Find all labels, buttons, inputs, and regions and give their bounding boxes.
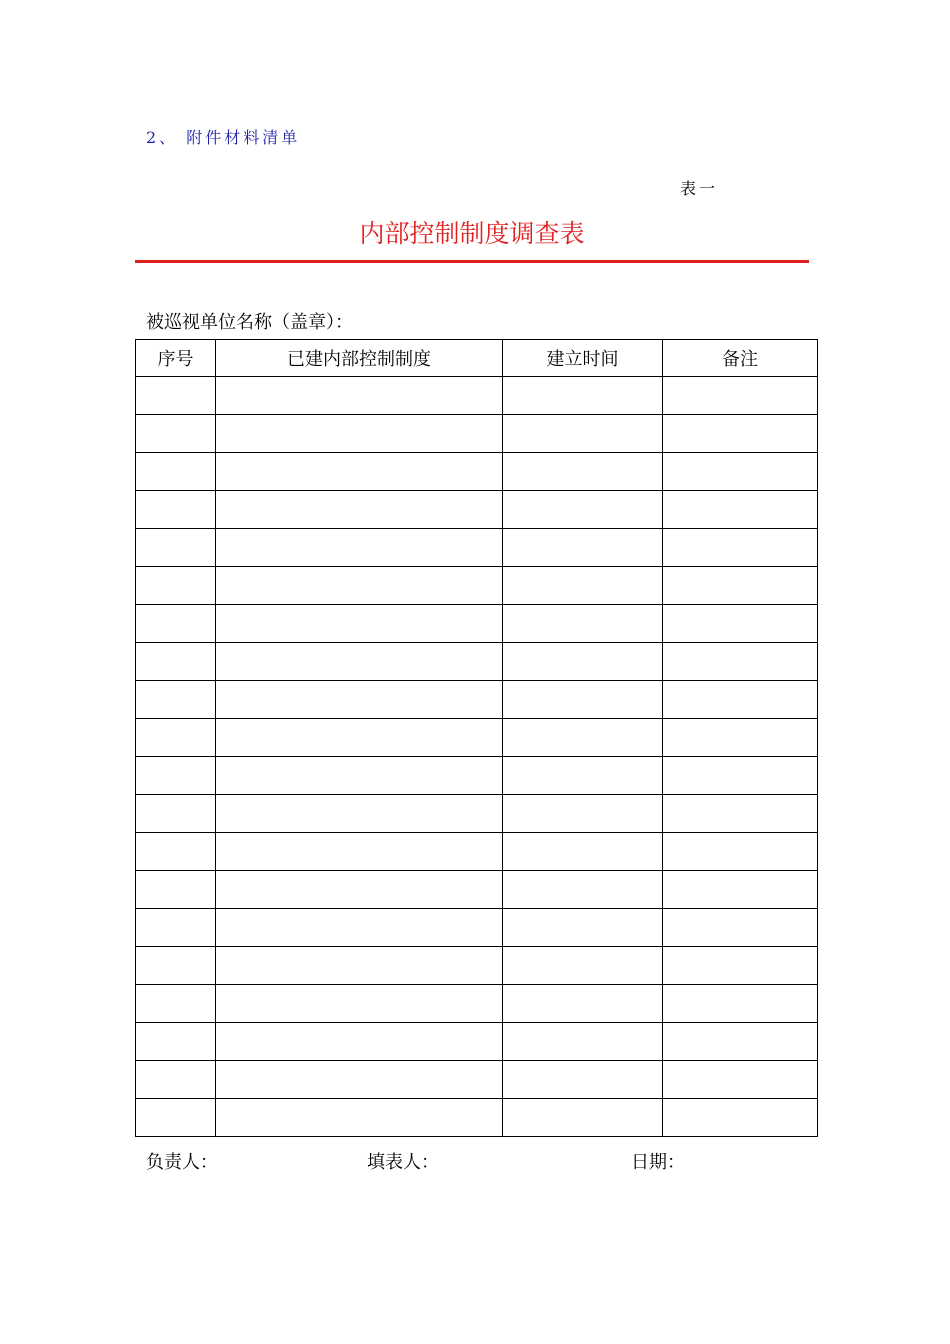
cell-index[interactable]: [136, 605, 216, 643]
cell-index[interactable]: [136, 377, 216, 415]
table-row: [136, 453, 818, 491]
cell-remarks[interactable]: [663, 909, 818, 947]
cell-control-system[interactable]: [216, 1061, 503, 1099]
col-header-established-time: 建立时间: [503, 340, 663, 377]
cell-established-time[interactable]: [503, 1061, 663, 1099]
cell-remarks[interactable]: [663, 681, 818, 719]
table-row: [136, 871, 818, 909]
cell-control-system[interactable]: [216, 377, 503, 415]
cell-control-system[interactable]: [216, 567, 503, 605]
unit-name-label: 被巡视单位名称（盖章）：: [146, 312, 353, 333]
cell-established-time[interactable]: [503, 909, 663, 947]
cell-remarks[interactable]: [663, 529, 818, 567]
table-row: [136, 529, 818, 567]
table-row: [136, 833, 818, 871]
cell-control-system[interactable]: [216, 681, 503, 719]
cell-remarks[interactable]: [663, 605, 818, 643]
cell-control-system[interactable]: [216, 833, 503, 871]
date-label: 日期：: [631, 1152, 685, 1173]
cell-index[interactable]: [136, 909, 216, 947]
table-row: [136, 567, 818, 605]
cell-established-time[interactable]: [503, 1023, 663, 1061]
cell-established-time[interactable]: [503, 643, 663, 681]
cell-established-time[interactable]: [503, 377, 663, 415]
cell-control-system[interactable]: [216, 871, 503, 909]
cell-control-system[interactable]: [216, 795, 503, 833]
table-row: [136, 491, 818, 529]
cell-index[interactable]: [136, 795, 216, 833]
cell-remarks[interactable]: [663, 947, 818, 985]
table-row: [136, 795, 818, 833]
cell-remarks[interactable]: [663, 795, 818, 833]
col-header-index: 序号: [136, 340, 216, 377]
cell-established-time[interactable]: [503, 833, 663, 871]
cell-remarks[interactable]: [663, 871, 818, 909]
cell-index[interactable]: [136, 985, 216, 1023]
col-header-remarks: 备注: [663, 340, 818, 377]
cell-control-system[interactable]: [216, 415, 503, 453]
cell-index[interactable]: [136, 757, 216, 795]
table-row: [136, 909, 818, 947]
cell-established-time[interactable]: [503, 757, 663, 795]
cell-remarks[interactable]: [663, 1099, 818, 1137]
cell-established-time[interactable]: [503, 491, 663, 529]
cell-established-time[interactable]: [503, 681, 663, 719]
cell-established-time[interactable]: [503, 719, 663, 757]
cell-established-time[interactable]: [503, 1099, 663, 1137]
cell-index[interactable]: [136, 491, 216, 529]
cell-established-time[interactable]: [503, 415, 663, 453]
cell-control-system[interactable]: [216, 947, 503, 985]
cell-index[interactable]: [136, 415, 216, 453]
table-row: [136, 985, 818, 1023]
cell-index[interactable]: [136, 947, 216, 985]
responsible-person-label: 负责人：: [146, 1152, 218, 1173]
cell-remarks[interactable]: [663, 643, 818, 681]
cell-established-time[interactable]: [503, 985, 663, 1023]
cell-index[interactable]: [136, 643, 216, 681]
cell-remarks[interactable]: [663, 757, 818, 795]
cell-remarks[interactable]: [663, 567, 818, 605]
cell-established-time[interactable]: [503, 795, 663, 833]
cell-established-time[interactable]: [503, 453, 663, 491]
cell-control-system[interactable]: [216, 1023, 503, 1061]
table-row: [136, 719, 818, 757]
cell-index[interactable]: [136, 1061, 216, 1099]
cell-index[interactable]: [136, 1023, 216, 1061]
cell-control-system[interactable]: [216, 605, 503, 643]
cell-control-system[interactable]: [216, 529, 503, 567]
document-title: 内部控制制度调查表: [359, 219, 585, 248]
section-heading: 2、 附件材料清单: [146, 128, 301, 147]
cell-control-system[interactable]: [216, 985, 503, 1023]
cell-established-time[interactable]: [503, 947, 663, 985]
cell-remarks[interactable]: [663, 1061, 818, 1099]
table-row: [136, 415, 818, 453]
cell-remarks[interactable]: [663, 833, 818, 871]
cell-control-system[interactable]: [216, 491, 503, 529]
cell-index[interactable]: [136, 833, 216, 871]
table-row: [136, 605, 818, 643]
cell-control-system[interactable]: [216, 757, 503, 795]
col-header-control-system: 已建内部控制制度: [216, 340, 503, 377]
cell-established-time[interactable]: [503, 567, 663, 605]
table-row: [136, 1061, 818, 1099]
cell-index[interactable]: [136, 1099, 216, 1137]
cell-remarks[interactable]: [663, 719, 818, 757]
table-body: [136, 377, 818, 1137]
cell-index[interactable]: [136, 871, 216, 909]
cell-remarks[interactable]: [663, 1023, 818, 1061]
cell-index[interactable]: [136, 567, 216, 605]
table-row: [136, 377, 818, 415]
cell-index[interactable]: [136, 719, 216, 757]
cell-remarks[interactable]: [663, 377, 818, 415]
table-header-row: [136, 340, 818, 377]
table-row: [136, 1099, 818, 1137]
internal-control-table: [135, 339, 818, 1137]
cell-control-system[interactable]: [216, 1099, 503, 1137]
cell-established-time[interactable]: [503, 605, 663, 643]
title-underline: [135, 260, 809, 263]
cell-index[interactable]: [136, 681, 216, 719]
table-row: [136, 643, 818, 681]
cell-remarks[interactable]: [663, 415, 818, 453]
cell-index[interactable]: [136, 453, 216, 491]
form-filler-label: 填表人：: [367, 1152, 439, 1173]
cell-remarks[interactable]: [663, 491, 818, 529]
table-row: [136, 1023, 818, 1061]
cell-established-time[interactable]: [503, 871, 663, 909]
cell-remarks[interactable]: [663, 985, 818, 1023]
cell-remarks[interactable]: [663, 453, 818, 491]
cell-control-system[interactable]: [216, 643, 503, 681]
table-row: [136, 681, 818, 719]
table-row: [136, 757, 818, 795]
cell-established-time[interactable]: [503, 529, 663, 567]
cell-index[interactable]: [136, 529, 216, 567]
table-row: [136, 947, 818, 985]
cell-control-system[interactable]: [216, 909, 503, 947]
cell-control-system[interactable]: [216, 719, 503, 757]
form-code: 表一: [680, 179, 719, 198]
cell-control-system[interactable]: [216, 453, 503, 491]
